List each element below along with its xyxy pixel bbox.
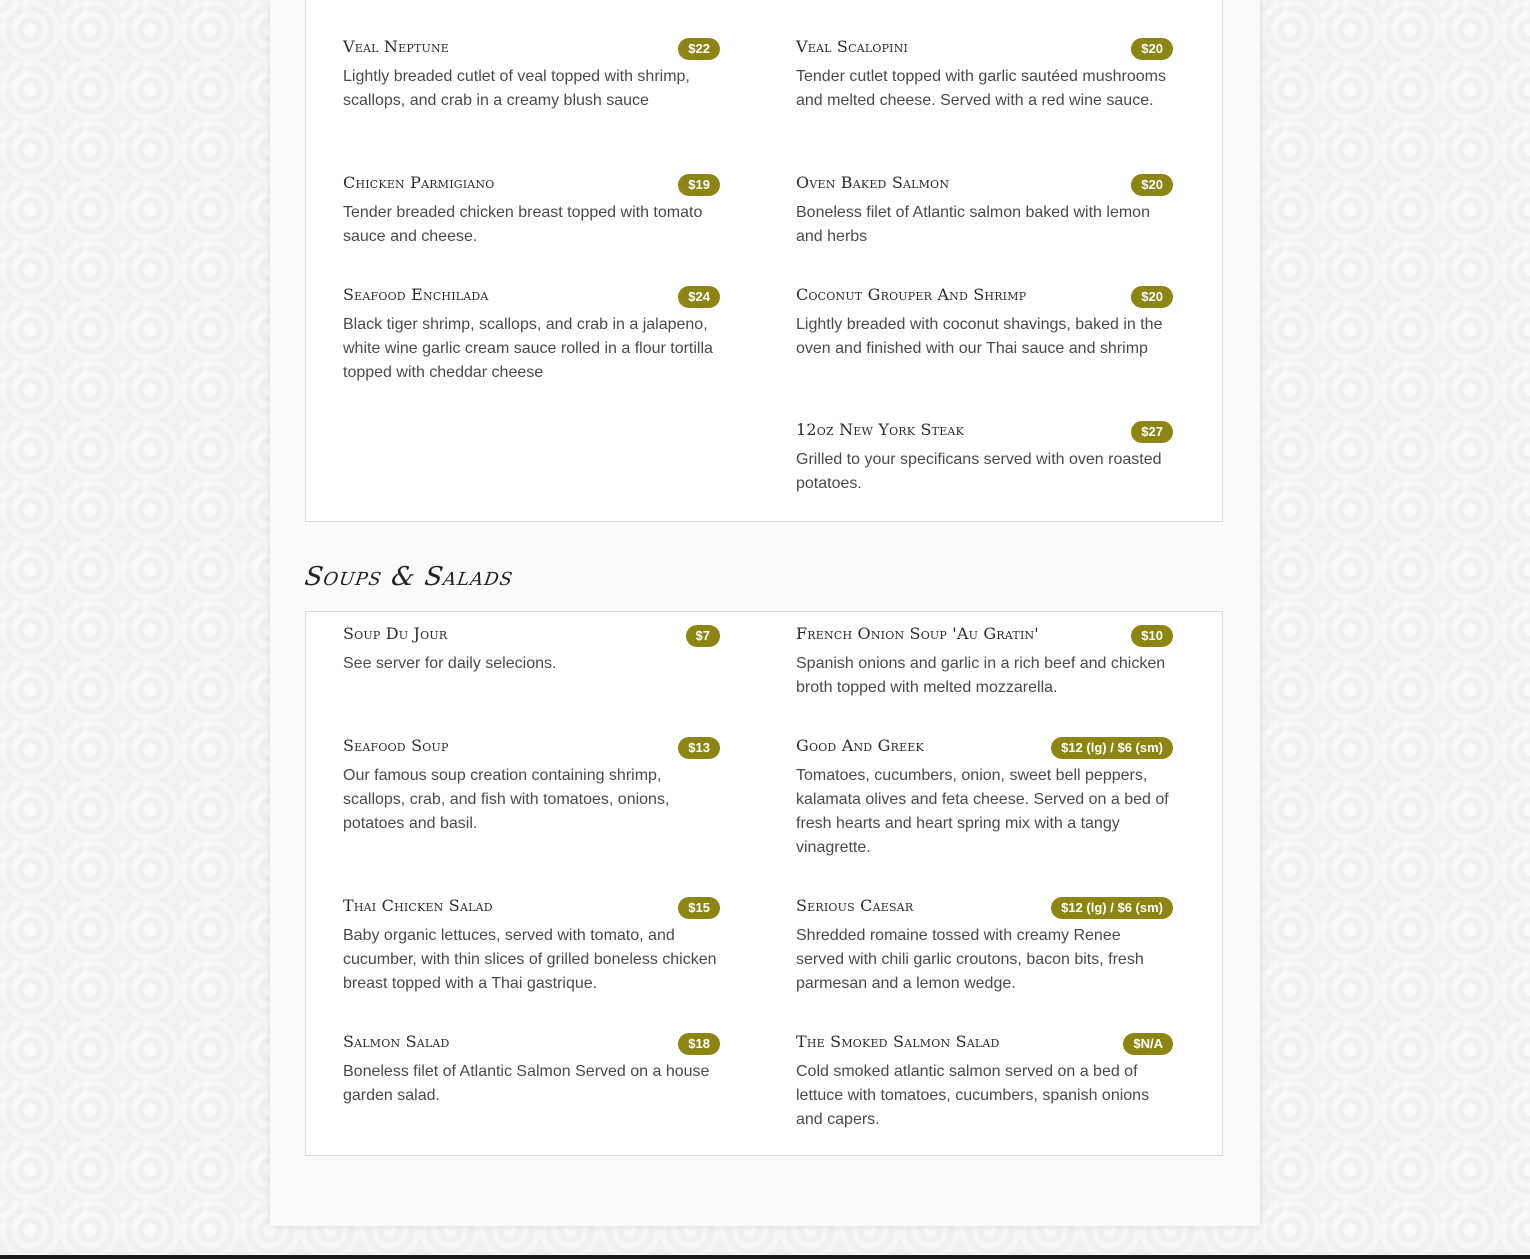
menu-item-description: Tomatoes, cucumbers, onion, sweet bell peppers, kalamata olives and feta cheese. Served on a bed of fresh hearts and heart spring mix with a tangy vinagrette. bbox=[796, 767, 1169, 856]
menu-item-name: Seafood Enchilada bbox=[343, 285, 489, 304]
price-badge: $N/A bbox=[1123, 1033, 1173, 1055]
price-badge: $19 bbox=[678, 174, 720, 196]
menu-page-card bbox=[270, 0, 1260, 1226]
menu-item-name: French Onion Soup 'Au Gratin' bbox=[796, 624, 1039, 643]
price-badge: $20 bbox=[1131, 174, 1173, 196]
menu-item-name: Serious Caesar bbox=[796, 896, 914, 915]
price-badge: $7 bbox=[686, 625, 720, 647]
menu-item-name: Coconut Grouper And Shrimp bbox=[796, 285, 1027, 304]
price-badge: $18 bbox=[678, 1033, 720, 1055]
menu-item-name: The Smoked Salmon Salad bbox=[796, 1032, 1000, 1051]
menu-item-description: See server for daily selecions. bbox=[343, 655, 557, 672]
menu-item-description: Tender breaded chicken breast topped with tomato sauce and cheese. bbox=[343, 204, 703, 245]
price-badge: $22 bbox=[678, 38, 720, 60]
price-badge: $12 (lg) / $6 (sm) bbox=[1051, 897, 1173, 919]
soups-salads-menu-box bbox=[305, 611, 1223, 1156]
menu-item-description: Cold smoked atlantic salmon served on a bed of lettuce with tomatoes, cucumbers, spanish onions and capers. bbox=[796, 1063, 1150, 1128]
price-badge: $20 bbox=[1131, 286, 1173, 308]
price-badge: $27 bbox=[1131, 421, 1173, 443]
menu-item-name: Chicken Parmigiano bbox=[343, 173, 495, 192]
price-badge: $12 (lg) / $6 (sm) bbox=[1051, 737, 1173, 759]
menu-item-name: Good And Greek bbox=[796, 736, 924, 755]
menu-item-description: Our famous soup creation containing shrimp, scallops, crab, and fish with tomatoes, onions, potatoes and basil. bbox=[343, 767, 670, 832]
menu-item-description: Grilled to your specificans served with oven roasted potatoes. bbox=[796, 451, 1162, 492]
menu-item-name: Soup Du Jour bbox=[343, 624, 448, 643]
menu-item-description: Baby organic lettuces, served with tomato, and cucumber, with thin slices of grilled boneless chicken breast topped with a Thai gastrique. bbox=[343, 927, 717, 992]
menu-item-description: Lightly breaded cutlet of veal topped with shrimp, scallops, and crab in a creamy blush sauce bbox=[343, 68, 690, 109]
menu-item-description: Black tiger shrimp, scallops, and crab in a jalapeno, white wine garlic cream sauce rolled in a flour tortilla topped with cheddar cheese bbox=[343, 316, 713, 381]
menu-item-name: Veal Scalopini bbox=[796, 37, 909, 56]
menu-item-description: Boneless filet of Atlantic Salmon Served on a house garden salad. bbox=[343, 1063, 710, 1104]
menu-item-name: Veal Neptune bbox=[343, 37, 450, 56]
price-badge: $24 bbox=[678, 286, 720, 308]
price-badge: $15 bbox=[678, 897, 720, 919]
section-title-soups-salads: Soups & Salads bbox=[302, 562, 516, 592]
menu-item-name: Salmon Salad bbox=[343, 1032, 450, 1051]
menu-item-name: Oven Baked Salmon bbox=[796, 173, 950, 192]
menu-item-description: Lightly breaded with coconut shavings, baked in the oven and finished with our Thai sauce and shrimp bbox=[796, 316, 1163, 357]
menu-item-name: Seafood Soup bbox=[343, 736, 449, 755]
price-badge: $10 bbox=[1131, 625, 1173, 647]
menu-item-description: Boneless filet of Atlantic salmon baked with lemon and herbs bbox=[796, 204, 1150, 245]
price-badge: $20 bbox=[1131, 38, 1173, 60]
price-badge: $13 bbox=[678, 737, 720, 759]
menu-item-description: Shredded romaine tossed with creamy Renee served with chili garlic croutons, bacon bits, fresh parmesan and a lemon wedge. bbox=[796, 927, 1144, 992]
footer-bar bbox=[0, 1255, 1530, 1259]
menu-item-description: Spanish onions and garlic in a rich beef and chicken broth topped with melted mozzarella. bbox=[796, 655, 1166, 696]
menu-item-name: Thai Chicken Salad bbox=[343, 896, 493, 915]
entrees-menu-box bbox=[305, 0, 1223, 522]
menu-item-name: 12oz New York Steak bbox=[796, 420, 964, 439]
menu-item-description: Tender cutlet topped with garlic sautéed mushrooms and melted cheese. Served with a red wine sauce. bbox=[796, 68, 1166, 109]
